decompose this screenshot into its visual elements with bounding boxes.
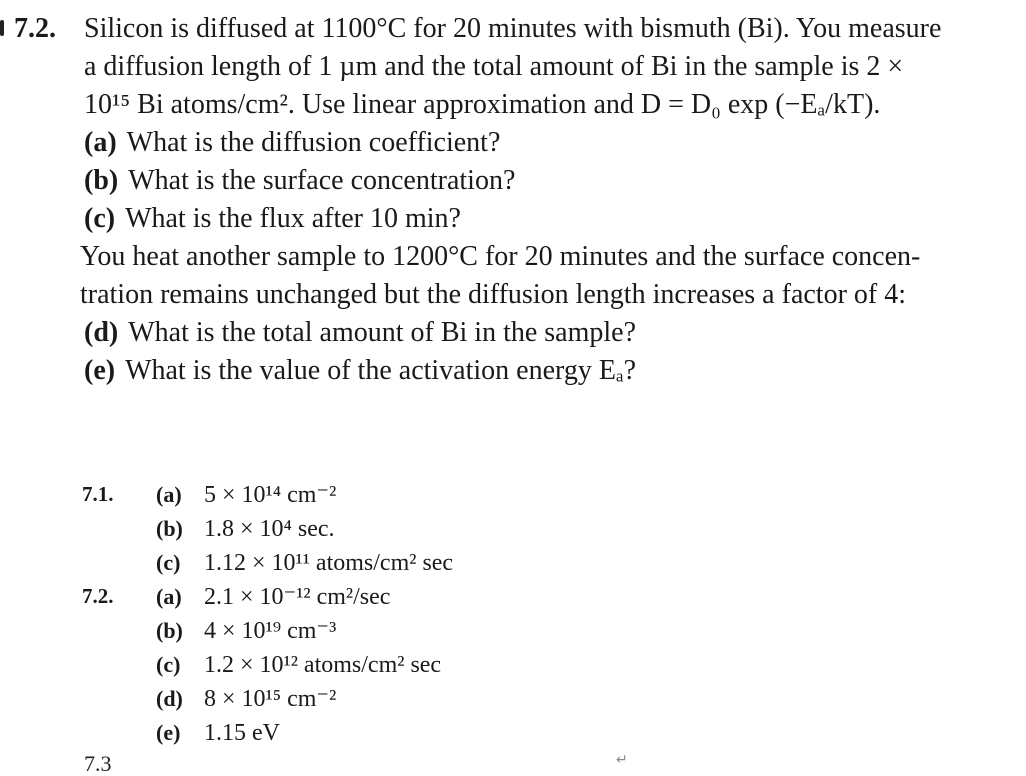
answer-item [156, 682, 982, 716]
answer-group-7-1 [82, 478, 982, 580]
answer-value: 1.8 × 10⁴ sec. [204, 516, 335, 542]
answer-group-number: 7.1. [82, 482, 114, 506]
answer-group-number: 7.2. [82, 584, 114, 608]
question-text: What is the surface concentration? [128, 165, 516, 196]
answer-item [156, 580, 982, 614]
answer-key [82, 478, 982, 750]
answer-item [156, 478, 982, 512]
answer-item [156, 614, 982, 648]
continuation-line: You heat another sample to 1200°C for 20 minutes and the surface concen- [80, 241, 921, 272]
problem-7-2 [14, 10, 1014, 390]
return-mark-icon: ↵ [616, 752, 628, 768]
answer-label: (d) [156, 686, 183, 711]
answer-value: 1.12 × 10¹¹ atoms/cm² sec [204, 550, 454, 576]
question-text: What is the flux after 10 min? [125, 203, 461, 234]
question-label: (b) [84, 165, 119, 196]
answer-value: 2.1 × 10⁻¹² cm²/sec [204, 584, 391, 610]
answer-group-7-2 [82, 580, 982, 750]
answer-value: 1.2 × 10¹² atoms/cm² sec [204, 652, 442, 678]
problem-intro-line: a diffusion length of 1 µm and the total amount of Bi in the sample is 2 × [84, 51, 904, 82]
page-edge-mark [0, 20, 4, 36]
answer-item [156, 648, 982, 682]
problem-intro-line: 10¹⁵ Bi atoms/cm². Use linear approximation and D = D₀ exp (−Eₐ/kT). [84, 89, 881, 120]
answer-label: (e) [156, 720, 181, 745]
answer-value: 5 × 10¹⁴ cm⁻² [204, 482, 337, 508]
answer-value: 1.15 eV [204, 720, 280, 746]
question-text: What is the diffusion coefficient? [126, 127, 501, 158]
problem-text [80, 10, 1014, 390]
question-text: What is the value of the activation energy Eₐ? [125, 355, 637, 386]
problem-number: 7.2. [14, 13, 56, 44]
answer-label: (c) [156, 550, 181, 575]
question-label: (c) [84, 203, 116, 234]
answer-label: (a) [156, 584, 182, 609]
answer-item [156, 716, 982, 750]
answer-label: (c) [156, 652, 181, 677]
cut-off-problem-number: 7.3 [84, 751, 112, 776]
question-text: What is the total amount of Bi in the sample? [128, 317, 637, 348]
answer-item [156, 512, 982, 546]
question-d [84, 314, 1014, 352]
question-label: (e) [84, 355, 116, 386]
answer-label: (b) [156, 618, 183, 643]
answer-label: (b) [156, 516, 183, 541]
question-a [84, 124, 1014, 162]
answer-item [156, 546, 982, 580]
question-e [84, 352, 1014, 390]
answer-value: 4 × 10¹⁹ cm⁻³ [204, 618, 337, 644]
continuation-line: tration remains unchanged but the diffusion length increases a factor of 4: [80, 279, 906, 310]
question-c [84, 200, 1014, 238]
problem-intro-line: Silicon is diffused at 1100°C for 20 minutes with bismuth (Bi). You measure [84, 13, 942, 44]
question-b [84, 162, 1014, 200]
question-label: (a) [84, 127, 117, 158]
answer-label: (a) [156, 482, 182, 507]
question-label: (d) [84, 317, 119, 348]
answer-value: 8 × 10¹⁵ cm⁻² [204, 686, 337, 712]
